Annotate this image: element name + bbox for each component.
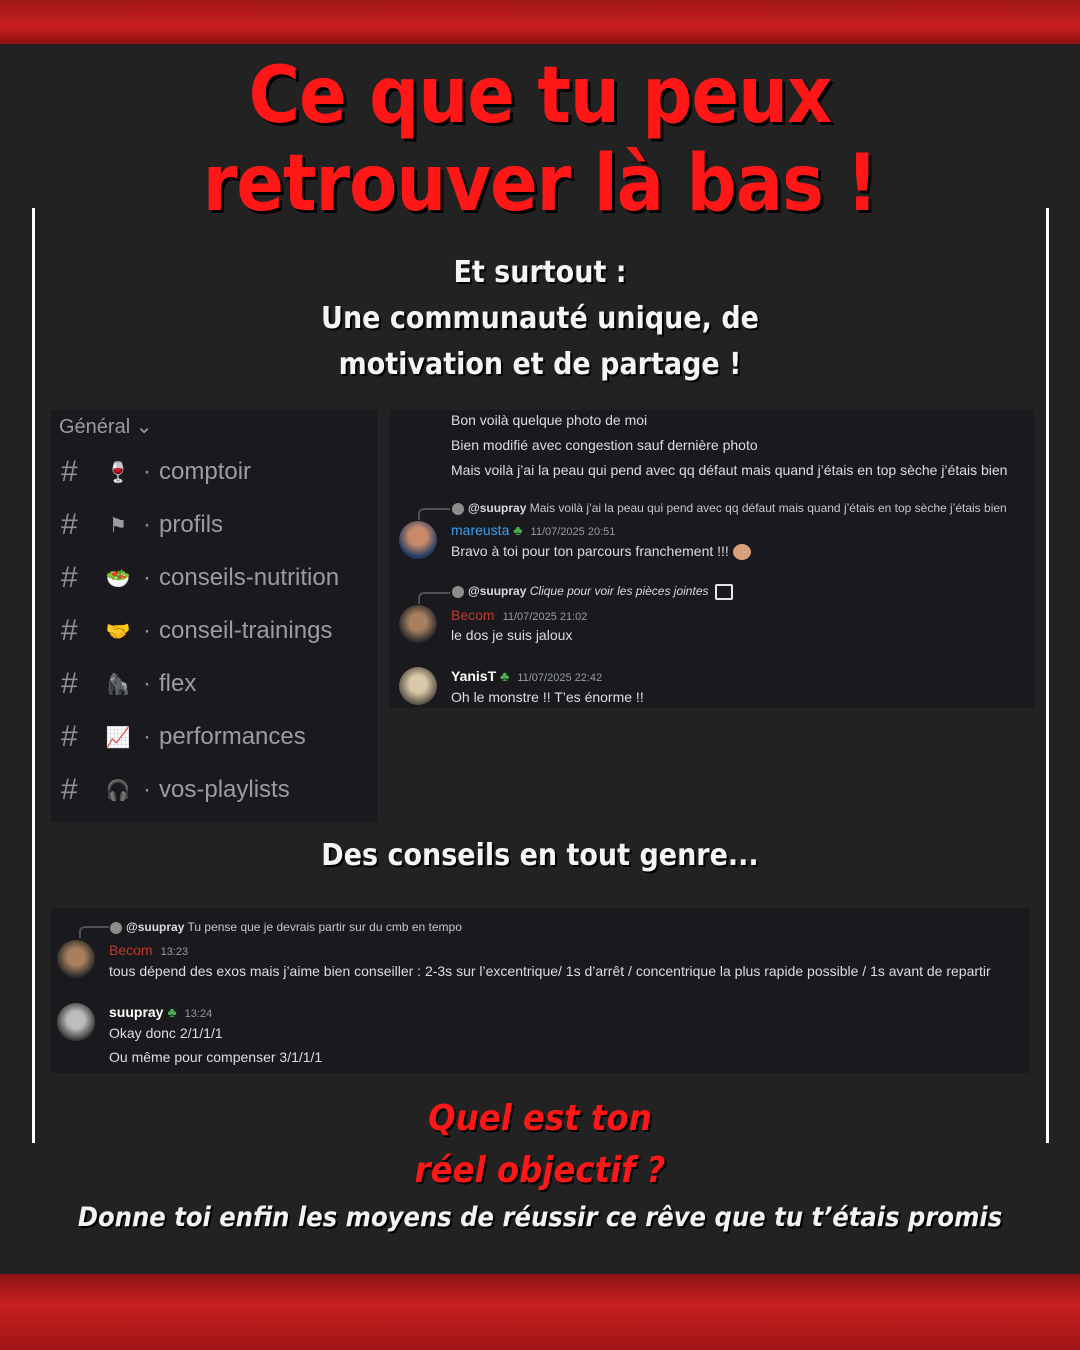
channel-name: conseil-trainings: [159, 617, 333, 644]
timestamp: 11/07/2025 20:51: [530, 526, 616, 538]
hash-icon: #: [61, 614, 78, 647]
message-text: tous dépend des exos mais j’aime bien conseiller : 2-3s sur l’excentrique/ 1s d’arrêt / concentrique la plus rapide possible / 1s avant de repartir: [109, 963, 991, 979]
channel-name: comptoir: [159, 458, 252, 485]
channel-separator: ·: [143, 458, 151, 485]
hash-icon: #: [61, 720, 78, 753]
leaf-badge-icon: ♣: [513, 522, 523, 538]
headline-line-2: retrouver là bas !: [202, 139, 878, 229]
headphones-icon: 🎧: [105, 779, 131, 802]
hash-icon: #: [61, 667, 78, 700]
channel-separator: ·: [143, 511, 151, 538]
channel-list-panel: [51, 410, 377, 822]
channel-separator: ·: [143, 617, 151, 644]
reply-user: @suupray: [468, 501, 527, 515]
leaf-badge-icon: ♣: [500, 668, 510, 684]
avatar[interactable]: [57, 1003, 95, 1041]
channel-name: flex: [159, 670, 197, 697]
subheading-line-1: Et surtout :: [453, 255, 627, 290]
reply-preview[interactable]: [452, 501, 1007, 515]
username[interactable]: Becom: [109, 942, 153, 958]
channel-name: profils: [159, 511, 224, 538]
subheading: [0, 250, 1080, 388]
reply-text: Mais voilà j’ai la peau qui pend avec qq défaut mais quand j’étais en top sèche j’étais bien: [529, 501, 1007, 515]
reply-avatar: [110, 922, 122, 934]
clapping-hands-icon: [733, 544, 751, 560]
message-text: [451, 543, 751, 560]
channel-comptoir[interactable]: [61, 452, 251, 492]
channel-profils[interactable]: [61, 505, 223, 545]
reply-user: @suupray: [468, 584, 527, 599]
gorilla-icon: 🦍: [105, 673, 131, 696]
handshake-icon: 🤝: [105, 620, 131, 643]
message-body: Bravo à toi pour ton parcours franchement !!!: [451, 543, 729, 559]
reply-text: Clique pour voir les pièces jointes: [529, 584, 709, 599]
headline: [0, 52, 1080, 228]
avatar[interactable]: [57, 940, 95, 978]
message-header: [109, 942, 188, 958]
username[interactable]: YanisT: [451, 668, 497, 684]
timestamp: 13:23: [160, 946, 189, 958]
reply-avatar: [452, 503, 464, 515]
message-text: Okay donc 2/1/1/1: [109, 1025, 223, 1041]
message-text: Bon voilà quelque photo de moi: [451, 412, 648, 428]
message-header: [109, 1004, 212, 1020]
channel-separator: ·: [143, 723, 151, 750]
question-line-1: Quel est ton: [428, 1098, 652, 1139]
wine-glass-icon: 🍷: [105, 461, 131, 484]
subheading-line-2: Une communauté unique, de: [321, 301, 759, 336]
hash-icon: #: [61, 773, 78, 806]
reply-avatar: [452, 586, 464, 598]
channel-name: performances: [159, 723, 306, 750]
hash-icon: #: [61, 508, 78, 541]
channel-conseils-nutrition[interactable]: [61, 558, 339, 598]
reply-connector: [79, 926, 109, 938]
chat-panel-2: [51, 908, 1030, 1073]
top-band: [0, 0, 1080, 44]
tagline: Donne toi enfin les moyens de réussir ce rêve que tu t’étais promis: [77, 1202, 1003, 1233]
username[interactable]: mareusta: [451, 522, 510, 538]
channel-separator: ·: [143, 776, 151, 803]
question-line-2: réel objectif ?: [414, 1150, 666, 1191]
message-text: Oh le monstre !! T’es énorme !!: [451, 689, 644, 705]
username[interactable]: suupray: [109, 1004, 164, 1020]
chat-panel-1: [390, 410, 1034, 708]
channel-name: conseils-nutrition: [159, 564, 340, 591]
channel-flex[interactable]: [61, 664, 196, 704]
hash-icon: #: [61, 455, 78, 488]
message-text: Ou même pour compenser 3/1/1/1: [109, 1049, 323, 1065]
channel-name: vos-playlists: [159, 776, 290, 803]
channel-separator: ·: [143, 670, 151, 697]
chart-up-icon: 📈: [105, 726, 131, 749]
reply-connector: [418, 508, 450, 520]
hash-icon: #: [61, 561, 78, 594]
flag-icon: ⚑: [109, 514, 127, 537]
message-text: le dos je suis jaloux: [451, 627, 573, 643]
message-header: [451, 607, 587, 623]
subheading-line-3: motivation et de partage !: [338, 347, 742, 382]
message-text: Mais voilà j’ai la peau qui pend avec qq défaut mais quand j’étais en top sèche j’étais bien: [451, 462, 1008, 478]
avatar[interactable]: [399, 521, 437, 559]
leaf-badge-icon: ♣: [167, 1004, 177, 1020]
message-text: Bien modifié avec congestion sauf dernière photo: [451, 437, 758, 453]
channel-separator: ·: [143, 564, 151, 591]
timestamp: 11/07/2025 22:42: [517, 672, 603, 684]
reply-preview[interactable]: [110, 920, 462, 934]
reply-user: @suupray: [126, 920, 185, 934]
mid-heading: Des conseils en tout genre...: [321, 838, 759, 873]
reply-text: Tu pense que je devrais partir sur du cmb en tempo: [187, 920, 462, 934]
timestamp: 11/07/2025 21:02: [502, 611, 588, 623]
avatar[interactable]: [399, 605, 437, 643]
reply-preview[interactable]: [452, 584, 733, 600]
avatar[interactable]: [399, 667, 437, 705]
username[interactable]: Becom: [451, 607, 495, 623]
channel-conseil-trainings[interactable]: [61, 611, 332, 651]
salad-icon: 🥗: [105, 567, 131, 590]
message-header: [451, 668, 602, 684]
timestamp: 13:24: [184, 1008, 213, 1020]
message-header: [451, 522, 615, 538]
image-attachment-icon: [715, 584, 733, 600]
reply-connector: [418, 592, 450, 604]
channel-performances[interactable]: [61, 717, 306, 757]
category-header[interactable]: Général ⌄: [59, 416, 153, 438]
channel-vos-playlists[interactable]: [61, 770, 290, 810]
bottom-band: [0, 1274, 1080, 1350]
headline-line-1: Ce que tu peux: [248, 51, 832, 141]
